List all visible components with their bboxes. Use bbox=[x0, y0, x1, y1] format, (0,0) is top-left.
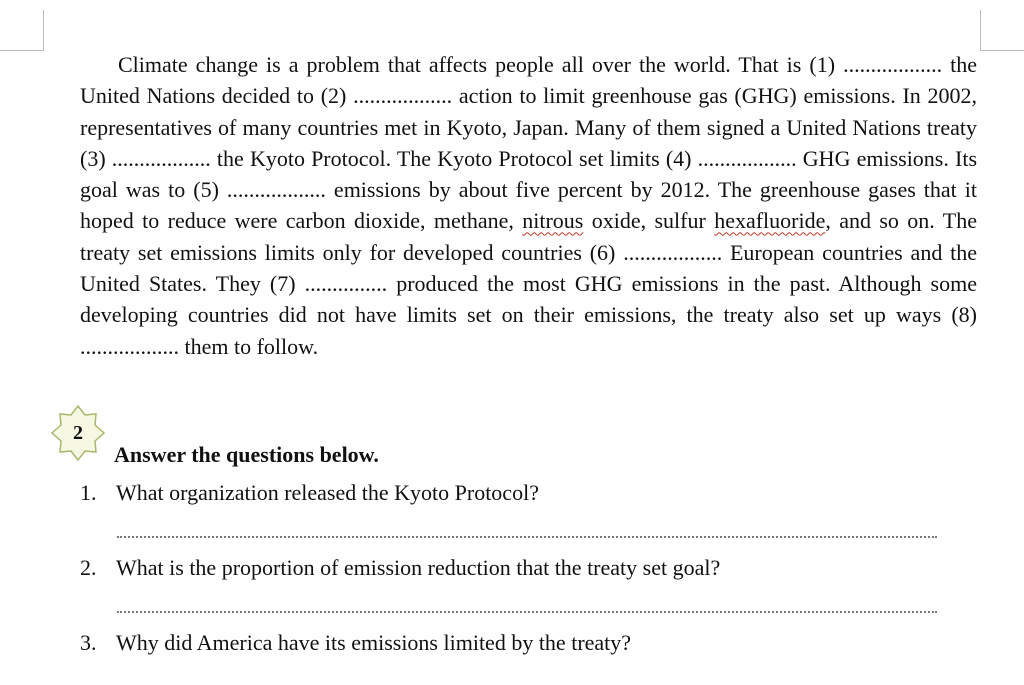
question-text: What organization released the Kyoto Protocol? bbox=[116, 480, 539, 505]
answer-line-1[interactable] bbox=[117, 536, 937, 538]
passage-text: the Kyoto Protocol. The Kyoto Protocol set limits bbox=[210, 145, 666, 171]
section-heading: Answer the questions below. bbox=[114, 442, 379, 467]
blank-number-4: (4) bbox=[665, 145, 692, 171]
passage-text: produced the most GHG emissions in the past. Although some developing countries did not have limits set on their emissions, the treaty also set up ways bbox=[80, 271, 977, 328]
page-corner-mark-top-right bbox=[980, 50, 1024, 51]
spellcheck-word-nitrous[interactable]: nitrous bbox=[522, 208, 584, 234]
question-number: 2. bbox=[80, 555, 97, 580]
passage-text: , and so on. The treaty set emissions limits only for developed countries bbox=[80, 208, 977, 265]
question-item bbox=[80, 480, 539, 506]
reading-passage bbox=[80, 49, 977, 362]
blank-4[interactable]: .................. bbox=[697, 145, 797, 171]
passage-text: European countries and the United States. They bbox=[80, 239, 978, 297]
blank-number-3: (3) bbox=[80, 145, 106, 171]
blank-number-8: (8) bbox=[951, 302, 977, 328]
blank-5[interactable]: .................. bbox=[226, 177, 326, 203]
page-corner-mark-top-left-vertical bbox=[43, 10, 44, 50]
question-text: Why did America have its emissions limited by the treaty? bbox=[116, 630, 632, 655]
passage-text: emissions by about five percent by 2012. The greenhouse gases that it hoped to reduce were carbon dioxide, methane, bbox=[80, 177, 978, 234]
question-number: 1. bbox=[80, 480, 97, 505]
question-item bbox=[80, 555, 720, 581]
blank-1[interactable]: .................. bbox=[843, 52, 943, 77]
blank-number-5: (5) bbox=[193, 177, 219, 203]
passage-text: them to follow. bbox=[179, 333, 319, 359]
blank-number-6: (6) bbox=[589, 239, 616, 265]
blank-6[interactable]: .................. bbox=[623, 239, 723, 265]
passage-paragraph bbox=[80, 49, 977, 362]
passage-text: the United Nations decided to bbox=[80, 52, 978, 109]
page-corner-mark-top-left bbox=[0, 50, 44, 51]
question-number: 3. bbox=[80, 630, 97, 655]
page-corner-mark-top-right-vertical bbox=[980, 10, 981, 50]
passage-text: Climate change is a problem that affects people all over the world. That is bbox=[118, 52, 810, 77]
blank-number-2: (2) bbox=[320, 83, 347, 109]
blank-7[interactable]: ............... bbox=[304, 271, 388, 297]
passage-text: oxide, sulfur bbox=[583, 208, 715, 234]
passage-text: action to limit greenhouse gas (GHG) emissions. In 2002, representatives of many countries met in Kyoto, Japan. Many of them signed a United Nations treaty bbox=[80, 83, 977, 140]
blank-3[interactable]: .................. bbox=[111, 145, 211, 171]
section-number: 2 bbox=[73, 421, 83, 444]
question-item bbox=[80, 630, 631, 656]
spellcheck-word-hexafluoride[interactable]: hexafluoride bbox=[714, 208, 826, 234]
passage-text: GHG emissions. Its goal was to bbox=[80, 145, 978, 203]
blank-8[interactable]: .................. bbox=[80, 333, 179, 359]
answer-line-2[interactable] bbox=[117, 611, 937, 613]
blank-2[interactable]: .................. bbox=[353, 83, 453, 109]
blank-number-7: (7) bbox=[269, 271, 296, 297]
blank-number-1: (1) bbox=[809, 52, 836, 77]
question-text: What is the proportion of emission reduction that the treaty set goal? bbox=[116, 555, 721, 580]
